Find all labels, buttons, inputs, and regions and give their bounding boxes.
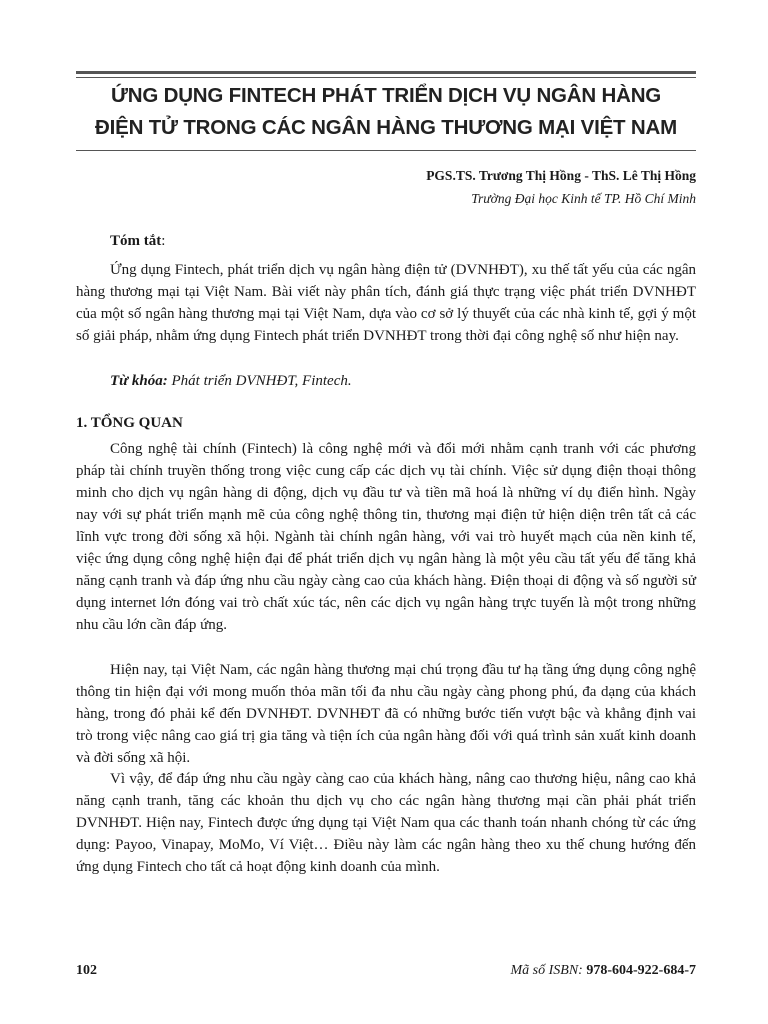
affiliation: Trường Đại học Kinh tế TP. Hồ Chí Minh — [471, 191, 696, 206]
title-line-1: ỨNG DỤNG FINTECH PHÁT TRIỂN DỊCH VỤ NGÂN HÀNG — [110, 84, 662, 107]
paper-title — [76, 80, 696, 144]
page-number: 102 — [76, 963, 97, 978]
abstract-heading-colon: : — [161, 233, 166, 249]
title-line-2: ĐIỆN TỬ TRONG CÁC NGÂN HÀNG THƯƠNG MẠI VIỆT NAM — [95, 116, 677, 139]
paragraph: Vì vậy, để đáp ứng nhu cầu ngày càng cao của khách hàng, nâng cao thương hiệu, nâng cao khả năng cạnh tranh, tăng các khoản thu dịch vụ cho các ngân hàng thương mại cần phải phát triển DVNHĐT. Hiện nay, Fintech được ứng dụng tại Việt Nam qua các thanh toán nhanh chóng từ các ứng dụng: Payoo, Vinapay, MoMo, Ví Việt… Điều này làm các ngân hàng theo xu thế chung hướng đến ứng dụng Fintech cho tất cả hoạt động kinh doanh của mình. — [76, 771, 696, 875]
abstract-heading — [110, 232, 165, 250]
isbn-value: 978-604-922-684-7 — [582, 963, 696, 978]
abstract-body: Ứng dụng Fintech, phát triển dịch vụ ngân hàng điện tử (DVNHĐT), xu thế tất yếu của các ngân hàng thương mại tại Việt Nam. Bài viết này phân tích, đánh giá thực trạng việc phát triển DVNHĐT của một số ngân hàng thương mại tại Việt Nam, dựa vào cơ sở lý thuyết của các nhà kinh tế, gợi ý một số giải pháp, nhằm ứng dụng Fintech phát triển DVNHĐT trong thời đại công nghệ số như hiện nay. — [76, 262, 696, 344]
abstract-heading-label: Tóm tắt — [110, 233, 162, 249]
title-divider — [76, 150, 696, 151]
section-heading: 1. TỔNG QUAN — [76, 415, 183, 431]
keywords-label: Từ khóa: — [110, 373, 168, 389]
paragraph: Công nghệ tài chính (Fintech) là công nghệ mới và đổi mới nhằm cạnh tranh với các phương pháp tài chính truyền thống trong việc cung cấp các dịch vụ tài chính. Việc sử dụng điện thoại thông minh cho dịch vụ ngân hàng di động, dịch vụ đầu tư và tiền mã hoá là những ví dụ điển hình. Ngày nay với sự phát triển mạnh mẽ của công nghệ thông tin, thương mại điện tử hiện diện trên tất cả các lĩnh vực trong đời sống xã hội. Ngành tài chính ngân hàng, với vai trò huyết mạch của nền kinh tế, việc ứng dụng công nghệ hiện đại để phát triển dịch vụ ngân hàng là một yêu cầu tất yếu để tăng khả năng cạnh tranh và đáp ứng nhu cầu ngày càng cao của khách hàng. Điện thoại di động và số người sử dụng internet lớn đóng vai trò chất xúc tác, nên các dịch vụ ngân hàng trực tuyến là một trong những nhu cầu lớn cần đáp ứng. — [76, 441, 696, 633]
header-rule-thick — [76, 71, 696, 74]
keywords — [110, 372, 352, 390]
isbn — [511, 962, 696, 980]
keywords-value: Phát triển DVNHĐT, Fintech. — [167, 373, 352, 389]
header-rule-thin — [76, 77, 696, 78]
authors: PGS.TS. Trương Thị Hồng - ThS. Lê Thị Hồng — [426, 168, 696, 183]
paragraph: Hiện nay, tại Việt Nam, các ngân hàng thương mại chú trọng đầu tư hạ tầng ứng dụng công nghệ thông tin hiện đại với mong muốn thỏa mãn tối đa nhu cầu ngày càng phong phú, đa dạng của khách hàng, trong đó phải kể đến DVNHĐT. DVNHĐT đã có những bước tiến vượt bậc và khẳng định vai trò trong việc nâng cao giá trị gia tăng và tiện ích của ngân hàng đối với quá trình sản xuất kinh doanh và đời sống xã hội. — [76, 662, 696, 766]
isbn-label: Mã số ISBN: — [510, 963, 583, 978]
